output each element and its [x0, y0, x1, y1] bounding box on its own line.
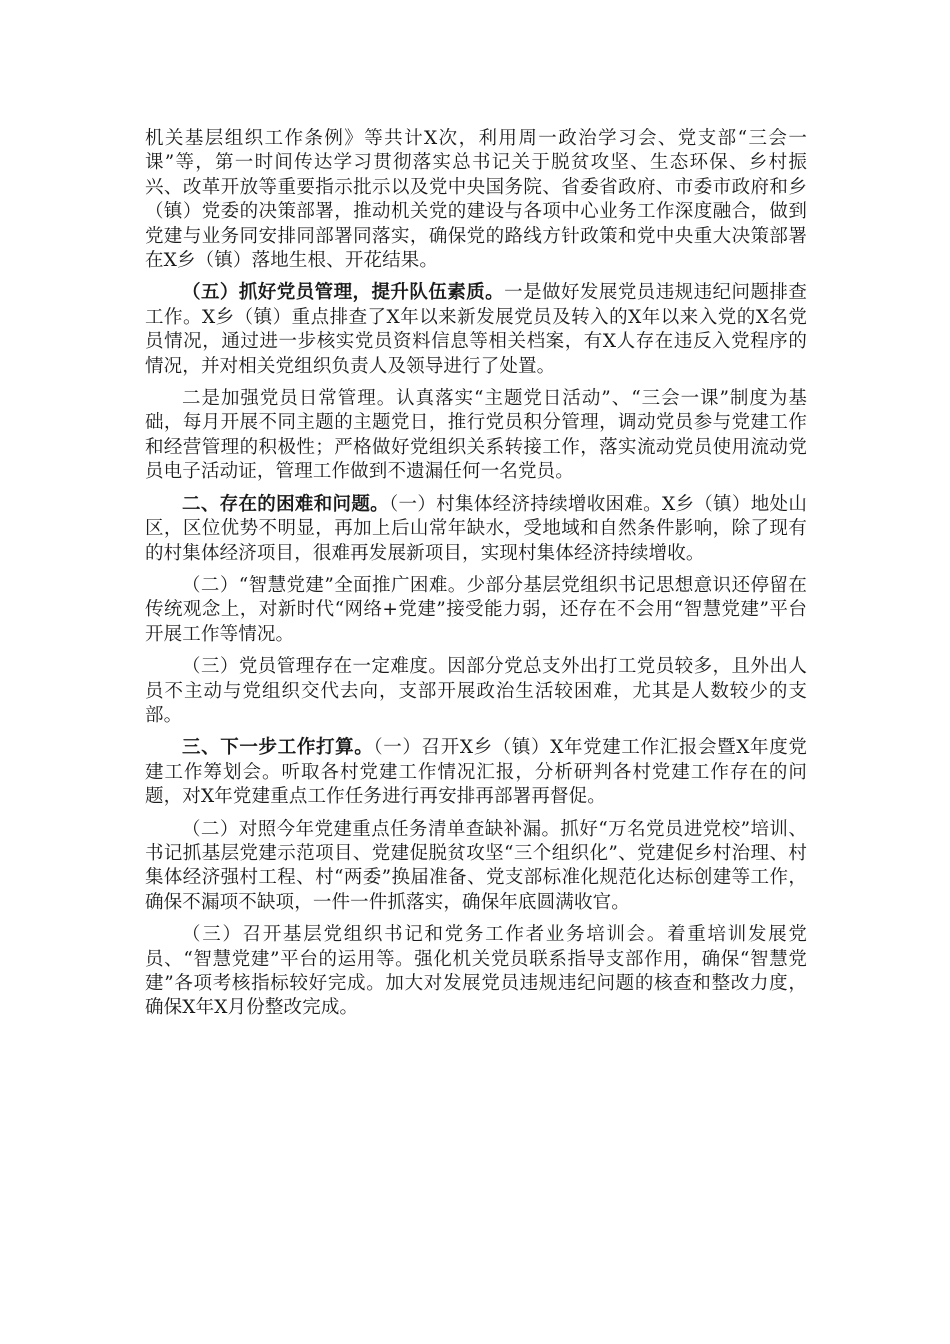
paragraph-9: （三）召开基层党组织书记和党务工作者业务培训会。着重培训发展党员、“智慧党建”平台的运用等。强化机关党员联系指导支部作用，确保“智慧党建”各项考核指标较好完成。加大对发展党员违规违纪问题的核查和整改力度，确保X年X月份整改完成。	[145, 924, 807, 1019]
paragraph-2	[145, 281, 807, 379]
paragraph-5: （二）“智慧党建”全面推广困难。少部分基层党组织书记思想意识还停留在传统观念上，对新时代“网络+党建”接受能力弱，还存在不会用“智慧党建”平台开展工作等情况。	[145, 574, 807, 645]
paragraph-7-body: （一）召开X乡（镇）X年党建工作汇报会暨X年度党建工作筹划会。听取各村党建工作情况汇报，分析研判各村党建工作存在的问题，对X年党建重点工作任务进行再安排再部署再督促。	[145, 737, 807, 808]
document-body	[145, 127, 807, 1029]
section-heading-next-steps: 三、下一步工作打算。	[182, 737, 374, 759]
paragraph-4	[145, 493, 807, 566]
paragraph-7	[145, 736, 807, 809]
paragraph-2-body: 一是做好发展党员违规违纪问题排查工作。X乡（镇）重点排查了X年以来新发展党员及转入的X年以来入党的X名党员情况，通过进一步核实党员资料信息等相关档案，有X人存在违反入党程序的情况，并对相关党组织负责人及领导进行了处置。	[145, 282, 807, 377]
paragraph-6: （三）党员管理存在一定难度。因部分党总支外出打工党员较多，且外出人员不主动与党组织交代去向，支部开展政治生活较困难，尤其是人数较少的支部。	[145, 656, 807, 726]
paragraph-1: 机关基层组织工作条例》等共计X次，利用周一政治学习会、党支部“三会一课”等，第一时间传达学习贯彻落实总书记关于脱贫攻坚、生态环保、乡村振兴、改革开放等重要指示批示以及党中央国务院、省委省政府、市委市政府和乡（镇）党委的决策部署，推动机关党的建设与各项中心业务工作深度融合，做到党建与业务同安排同部署同落实，确保党的路线方针政策和党中央重大决策部署在X乡（镇）落地生根、开花结果。	[145, 128, 807, 272]
paragraph-8: （二）对照今年党建重点任务清单查缺补漏。抓好“万名党员进党校”培训、书记抓基层党建示范项目、党建促脱贫攻坚“三个组织化”、党建促乡村治理、村集体经济强村工程、村“两委”换届准备、党支部标准化规范化达标创建等工作，确保不漏项不缺项，一件一件抓落实，确保年底圆满收官。	[145, 818, 807, 913]
paragraph-4-body: （一）村集体经济持续增收困难。X乡（镇）地处山区，区位优势不明显，再加上后山常年缺水，受地域和自然条件影响，除了现有的村集体经济项目，很难再发展新项目，实现村集体经济持续增收。	[145, 493, 808, 564]
section-heading-5: （五）抓好党员管理，提升队伍素质。	[182, 282, 505, 304]
section-heading-problems: 二、存在的困难和问题。	[182, 493, 389, 515]
paragraph-3: 二是加强党员日常管理。认真落实“主题党日活动”、“三会一课”制度为基础，每月开展不同主题的主题党日，推行党员积分管理，调动党员参与党建工作和经营管理的积极性；严格做好党组织关系转接工作，落实流动党员使用流动党员电子活动证，管理工作做到不遗漏任何一名党员。	[145, 388, 807, 483]
